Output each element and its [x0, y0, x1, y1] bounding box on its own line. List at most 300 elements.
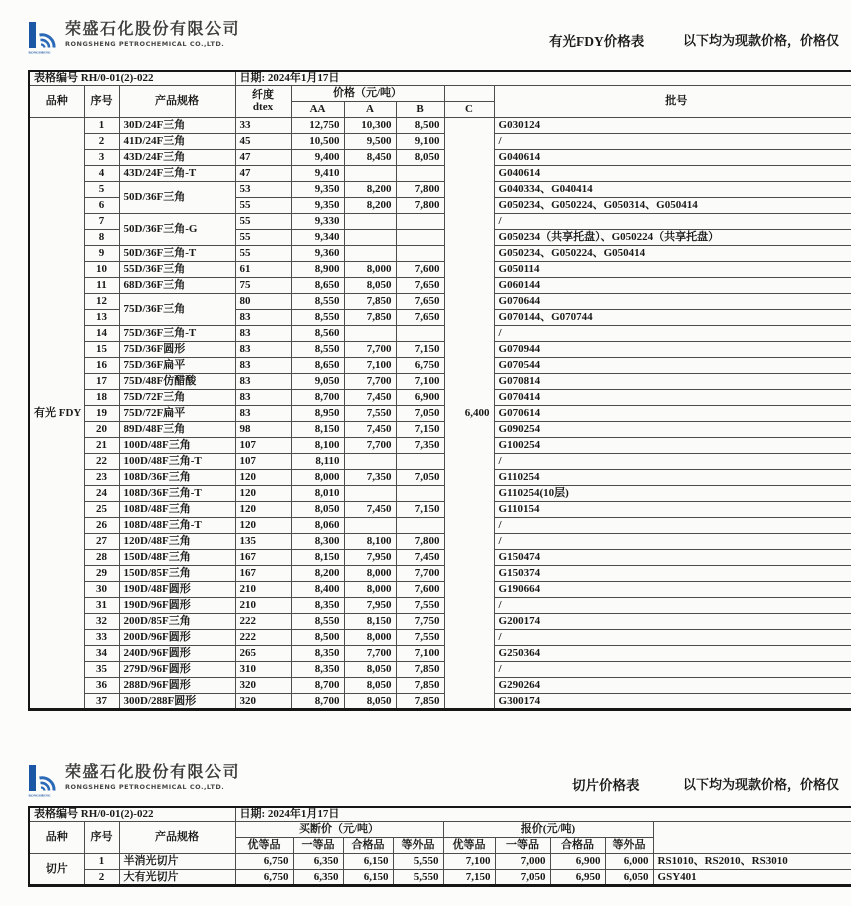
cell-batch: G040614: [494, 150, 851, 166]
fdy-row-35: [29, 662, 851, 678]
cell-batch: G040614: [494, 166, 851, 182]
cell-price-a: [344, 326, 396, 342]
fdy-row-33: [29, 630, 851, 646]
cell-dtex: 98: [235, 422, 291, 438]
cell-price-b: 6,900: [396, 390, 444, 406]
col-grade-c: C: [444, 102, 494, 118]
col-buy-grade-2: 一等品: [293, 838, 343, 854]
fdy-row-14: [29, 326, 851, 342]
col-chip-batch-spacer: [653, 822, 851, 854]
chip-cash-price-notice: 以下均为现款价格，价格仅: [683, 777, 840, 792]
cell-no: 14: [84, 326, 119, 342]
cell-spec: 55D/36F三角: [119, 262, 235, 278]
cell-quote-4: 6,050: [605, 870, 653, 886]
cell-spec: 279D/96F圆形: [119, 662, 235, 678]
cell-batch: GSY401: [653, 870, 851, 886]
cell-dtex: 167: [235, 550, 291, 566]
cell-no: 12: [84, 294, 119, 310]
cell-spec: 50D/36F三角-G: [119, 214, 235, 246]
fdy-row-27: [29, 534, 851, 550]
company-header-fdy: [28, 20, 240, 56]
cell-no: 22: [84, 454, 119, 470]
col-grade-aa: AA: [291, 102, 344, 118]
cell-price-a: 7,700: [344, 342, 396, 358]
cell-price-a: 7,850: [344, 310, 396, 326]
fdy-row-4: [29, 166, 851, 182]
cell-batch: G040334、G040414: [494, 182, 851, 198]
cell-spec: 43D/24F三角-T: [119, 166, 235, 182]
cell-price-a: 8,150: [344, 614, 396, 630]
cell-no: 32: [84, 614, 119, 630]
cell-dtex: 210: [235, 598, 291, 614]
cell-batch: G190664: [494, 582, 851, 598]
cell-price-b: [396, 486, 444, 502]
cell-spec: 300D/288F圆形: [119, 694, 235, 710]
cell-batch: G050234（共享托盘）、G050224（共享托盘）: [494, 230, 851, 246]
cell-no: 2: [84, 134, 119, 150]
cell-dtex: 53: [235, 182, 291, 198]
cell-no: 24: [84, 486, 119, 502]
col-buyout-group: 买断价（元/吨）: [235, 822, 443, 838]
cell-price-a: [344, 230, 396, 246]
cell-price-a: 7,700: [344, 374, 396, 390]
cell-price-a: 7,450: [344, 502, 396, 518]
cell-buyout-4: 5,550: [393, 854, 443, 870]
cell-no: 28: [84, 550, 119, 566]
fdy-row-25: [29, 502, 851, 518]
cell-no: 7: [84, 214, 119, 230]
cell-dtex: 222: [235, 630, 291, 646]
cell-dtex: 55: [235, 214, 291, 230]
cell-price-b: [396, 230, 444, 246]
cell-spec: 100D/48F三角: [119, 438, 235, 454]
variety-cell: 有光 FDY: [29, 118, 84, 710]
cell-no: 36: [84, 678, 119, 694]
cell-price-a: 7,850: [344, 294, 396, 310]
cell-price-a: 8,200: [344, 182, 396, 198]
cell-price-b: 7,800: [396, 198, 444, 214]
fdy-row-37: [29, 694, 851, 710]
cell-dtex: 45: [235, 134, 291, 150]
chip-table-body: [29, 854, 851, 886]
cell-spec: 75D/36F扁平: [119, 358, 235, 374]
cell-price-a: [344, 246, 396, 262]
cell-price-aa: 8,350: [291, 662, 344, 678]
cell-quote-2: 7,050: [495, 870, 550, 886]
col-price-group: 价格（元/吨）: [291, 86, 444, 102]
cell-price-aa: 9,330: [291, 214, 344, 230]
cell-spec: 30D/24F三角: [119, 118, 235, 134]
cell-spec: 75D/48F仿醋酸: [119, 374, 235, 390]
cell-dtex: 80: [235, 294, 291, 310]
cell-spec: 200D/96F圆形: [119, 630, 235, 646]
cell-batch: G200174: [494, 614, 851, 630]
cell-price-aa: 9,360: [291, 246, 344, 262]
cell-price-b: 8,050: [396, 150, 444, 166]
fdy-date: 日期: 2024年1月17日: [235, 71, 851, 86]
cell-price-b: 7,550: [396, 630, 444, 646]
cell-no: 18: [84, 390, 119, 406]
cell-dtex: 120: [235, 518, 291, 534]
cell-batch: /: [494, 214, 851, 230]
cell-batch: G150374: [494, 566, 851, 582]
cell-batch: /: [494, 630, 851, 646]
cell-no: 35: [84, 662, 119, 678]
col-quote-grade-3: 合格品: [550, 838, 605, 854]
cell-price-aa: 8,550: [291, 342, 344, 358]
cell-price-aa: 8,110: [291, 454, 344, 470]
fdy-row-26: [29, 518, 851, 534]
cell-price-aa: 8,650: [291, 358, 344, 374]
cell-dtex: 107: [235, 454, 291, 470]
cell-batch: RS1010、RS2010、RS3010: [653, 854, 851, 870]
cell-batch: G070544: [494, 358, 851, 374]
cell-spec: 75D/36F圆形: [119, 342, 235, 358]
fdy-row-30: [29, 582, 851, 598]
cell-dtex: 210: [235, 582, 291, 598]
cell-no: 10: [84, 262, 119, 278]
cell-price-a: 7,450: [344, 390, 396, 406]
fdy-row-31: [29, 598, 851, 614]
cell-no: 29: [84, 566, 119, 582]
cell-price-b: 7,100: [396, 646, 444, 662]
cell-price-a: 7,950: [344, 550, 396, 566]
cell-batch: G290264: [494, 678, 851, 694]
col-quote-grade-4: 等外品: [605, 838, 653, 854]
cell-price-aa: 8,350: [291, 598, 344, 614]
cell-price-b: 7,850: [396, 678, 444, 694]
cell-spec: 100D/48F三角-T: [119, 454, 235, 470]
cell-price-b: [396, 518, 444, 534]
cell-price-b: 7,350: [396, 438, 444, 454]
cell-price-b: 7,100: [396, 374, 444, 390]
cell-price-aa: 9,350: [291, 198, 344, 214]
cell-quote-3: 6,950: [550, 870, 605, 886]
fdy-row-15: [29, 342, 851, 358]
cell-dtex: 83: [235, 326, 291, 342]
col-grade-b: B: [396, 102, 444, 118]
cell-dtex: 55: [235, 198, 291, 214]
cell-spec: 75D/36F三角-T: [119, 326, 235, 342]
cell-price-aa: 8,350: [291, 646, 344, 662]
cell-price-a: 8,000: [344, 582, 396, 598]
cell-spec: 50D/36F三角: [119, 182, 235, 214]
cell-price-a: [344, 486, 396, 502]
cell-price-b: 7,150: [396, 502, 444, 518]
col-quote-grade-1: 优等品: [443, 838, 495, 854]
fdy-row-34: [29, 646, 851, 662]
cell-price-a: 8,050: [344, 694, 396, 710]
cell-price-aa: 9,050: [291, 374, 344, 390]
cell-spec: 75D/36F三角: [119, 294, 235, 326]
cell-price-aa: 8,560: [291, 326, 344, 342]
fdy-row-16: [29, 358, 851, 374]
cell-dtex: 55: [235, 246, 291, 262]
cell-price-b: 7,850: [396, 662, 444, 678]
cell-price-a: 8,450: [344, 150, 396, 166]
cell-no: 20: [84, 422, 119, 438]
cell-price-aa: 8,060: [291, 518, 344, 534]
cell-dtex: 120: [235, 486, 291, 502]
cell-no: 13: [84, 310, 119, 326]
col-c-spacer: [444, 86, 494, 102]
col-batch: 批号: [494, 86, 851, 118]
fdy-meta-row: [29, 71, 851, 86]
cell-dtex: 265: [235, 646, 291, 662]
cell-spec: 200D/85F三角: [119, 614, 235, 630]
cell-dtex: 47: [235, 150, 291, 166]
cell-no: 1: [84, 118, 119, 134]
cell-price-aa: 8,000: [291, 470, 344, 486]
cell-price-b: 7,550: [396, 598, 444, 614]
cell-price-aa: 8,550: [291, 310, 344, 326]
cell-quote-1: 7,150: [443, 870, 495, 886]
fdy-row-32: [29, 614, 851, 630]
fdy-row-24: [29, 486, 851, 502]
cell-spec: 43D/24F三角: [119, 150, 235, 166]
cell-buyout-4: 5,550: [393, 870, 443, 886]
cell-no: 21: [84, 438, 119, 454]
fdy-row-17: [29, 374, 851, 390]
fdy-row-21: [29, 438, 851, 454]
cell-dtex: 310: [235, 662, 291, 678]
cell-buyout-2: 6,350: [293, 854, 343, 870]
cell-dtex: 83: [235, 310, 291, 326]
cell-batch: /: [494, 454, 851, 470]
cell-batch: G050114: [494, 262, 851, 278]
cell-price-b: 7,150: [396, 422, 444, 438]
cell-no: 30: [84, 582, 119, 598]
cell-spec: 半消光切片: [119, 854, 235, 870]
cell-batch: G090254: [494, 422, 851, 438]
col-grade-a: A: [344, 102, 396, 118]
fdy-row-29: [29, 566, 851, 582]
cell-dtex: 83: [235, 342, 291, 358]
cell-spec: 108D/48F三角: [119, 502, 235, 518]
cell-price-b: 7,700: [396, 566, 444, 582]
cell-price-b: 7,150: [396, 342, 444, 358]
fdy-row-7: [29, 214, 851, 230]
cell-batch: /: [494, 598, 851, 614]
cell-price-a: 7,950: [344, 598, 396, 614]
logo-caption: RONGSHENG: [28, 793, 51, 798]
fdy-row-20: [29, 422, 851, 438]
cell-price-b: [396, 326, 444, 342]
cell-dtex: 167: [235, 566, 291, 582]
chip-meta-row: [29, 807, 851, 822]
cell-dtex: 83: [235, 358, 291, 374]
cell-no: 37: [84, 694, 119, 710]
cell-price-a: [344, 518, 396, 534]
cell-price-a: 8,000: [344, 630, 396, 646]
col-quote-group: 报价(元/吨): [443, 822, 653, 838]
cell-price-aa: 8,950: [291, 406, 344, 422]
cell-spec: 108D/36F三角-T: [119, 486, 235, 502]
company-header-chip: [28, 763, 240, 799]
cell-price-a: 7,700: [344, 438, 396, 454]
cell-spec: 75D/72F扁平: [119, 406, 235, 422]
cell-dtex: 83: [235, 406, 291, 422]
cell-price-b: 7,650: [396, 278, 444, 294]
cell-spec: 50D/36F三角-T: [119, 246, 235, 262]
fdy-row-19: [29, 406, 851, 422]
col-buy-grade-4: 等外品: [393, 838, 443, 854]
chip-header-row-1: [29, 822, 851, 838]
cell-price-a: 7,100: [344, 358, 396, 374]
company-name-en: RONGSHENG PETROCHEMICAL CO.,LTD.: [65, 782, 225, 791]
company-logo-icon: [28, 763, 58, 799]
cell-price-b: 7,600: [396, 262, 444, 278]
cell-price-a: 8,100: [344, 534, 396, 550]
cell-price-b: 7,850: [396, 694, 444, 710]
cell-no: 9: [84, 246, 119, 262]
col-variety: 品种: [29, 822, 84, 854]
fdy-row-23: [29, 470, 851, 486]
cell-price-b: 7,800: [396, 182, 444, 198]
cell-dtex: 120: [235, 470, 291, 486]
cell-price-a: 8,000: [344, 566, 396, 582]
cell-price-b: 7,750: [396, 614, 444, 630]
cell-no: 31: [84, 598, 119, 614]
cell-price-aa: 8,650: [291, 278, 344, 294]
cell-price-b: 8,500: [396, 118, 444, 134]
cell-no: 23: [84, 470, 119, 486]
cell-batch: G030124: [494, 118, 851, 134]
fdy-cash-price-notice: 以下均为现款价格，价格仅: [683, 33, 840, 48]
cell-buyout-3: 6,150: [343, 870, 393, 886]
chip-row-2: [29, 870, 851, 886]
cell-buyout-1: 6,750: [235, 854, 293, 870]
fdy-row-10: [29, 262, 851, 278]
cell-spec: 大有光切片: [119, 870, 235, 886]
fdy-price-table: [28, 70, 851, 711]
cell-price-a: 8,050: [344, 278, 396, 294]
cell-no: 25: [84, 502, 119, 518]
cell-dtex: 107: [235, 438, 291, 454]
cell-batch: G150474: [494, 550, 851, 566]
cell-no: 16: [84, 358, 119, 374]
fdy-row-22: [29, 454, 851, 470]
cell-buyout-3: 6,150: [343, 854, 393, 870]
fdy-row-36: [29, 678, 851, 694]
fdy-row-12: [29, 294, 851, 310]
fdy-form-number: 表格编号 RH/0-01(2)-022: [29, 71, 235, 86]
cell-price-aa: 8,700: [291, 390, 344, 406]
cell-price-a: 7,450: [344, 422, 396, 438]
company-name-block: [65, 763, 240, 791]
cell-spec: 75D/72F三角: [119, 390, 235, 406]
cell-price-b: 7,650: [396, 294, 444, 310]
cell-batch: G110254(10层): [494, 486, 851, 502]
cell-no: 17: [84, 374, 119, 390]
cell-batch: /: [494, 534, 851, 550]
cell-price-a: [344, 166, 396, 182]
chip-form-number: 表格编号 RH/0-01(2)-022: [29, 807, 235, 822]
fdy-row-1: [29, 118, 851, 134]
cell-quote-4: 6,000: [605, 854, 653, 870]
cell-dtex: 222: [235, 614, 291, 630]
cell-dtex: 320: [235, 694, 291, 710]
company-logo-icon: [28, 20, 58, 56]
cell-no: 3: [84, 150, 119, 166]
cell-batch: G070814: [494, 374, 851, 390]
cell-price-aa: 8,550: [291, 294, 344, 310]
cell-batch: G050234、G050224、G050414: [494, 246, 851, 262]
cell-batch: G070144、G070744: [494, 310, 851, 326]
fdy-table-body: [29, 118, 851, 710]
col-no: 序号: [84, 822, 119, 854]
col-buy-grade-1: 优等品: [235, 838, 293, 854]
cell-price-a: [344, 214, 396, 230]
cell-price-a: 8,050: [344, 678, 396, 694]
cell-spec: 240D/96F圆形: [119, 646, 235, 662]
col-variety: 品种: [29, 86, 84, 118]
company-name-cn: 荣盛石化股份有限公司: [65, 19, 241, 38]
cell-no: 26: [84, 518, 119, 534]
cell-spec: 190D/48F圆形: [119, 582, 235, 598]
cell-spec: 288D/96F圆形: [119, 678, 235, 694]
cell-dtex: 320: [235, 678, 291, 694]
cell-price-a: 10,300: [344, 118, 396, 134]
cell-spec: 89D/48F三角: [119, 422, 235, 438]
cell-price-a: [344, 454, 396, 470]
cell-batch: G060144: [494, 278, 851, 294]
cell-price-b: 7,450: [396, 550, 444, 566]
cell-no: 6: [84, 198, 119, 214]
cell-price-b: [396, 246, 444, 262]
cell-no: 5: [84, 182, 119, 198]
cell-spec: 41D/24F三角: [119, 134, 235, 150]
cell-batch: G100254: [494, 438, 851, 454]
cell-price-aa: 8,700: [291, 678, 344, 694]
cell-price-a: 7,550: [344, 406, 396, 422]
cell-price-a: 8,200: [344, 198, 396, 214]
chip-date: 日期: 2024年1月17日: [235, 807, 851, 822]
logo-caption: RONGSHENG: [28, 50, 51, 55]
cell-price-b: [396, 166, 444, 182]
fdy-row-5: [29, 182, 851, 198]
fdy-row-3: [29, 150, 851, 166]
cell-dtex: 55: [235, 230, 291, 246]
variety-cell: 切片: [29, 854, 84, 886]
cell-price-b: 7,050: [396, 470, 444, 486]
cell-price-aa: 8,200: [291, 566, 344, 582]
cell-batch: G050234、G050224、G050314、G050414: [494, 198, 851, 214]
fdy-header-row-1: [29, 86, 851, 102]
fdy-table-title: 有光FDY价格表: [549, 34, 645, 49]
company-name-block: [65, 20, 240, 48]
fdy-row-11: [29, 278, 851, 294]
cell-batch: G250364: [494, 646, 851, 662]
col-quote-grade-2: 一等品: [495, 838, 550, 854]
cell-no: 19: [84, 406, 119, 422]
cell-batch: /: [494, 662, 851, 678]
cell-buyout-1: 6,750: [235, 870, 293, 886]
cell-batch: G110254: [494, 470, 851, 486]
cell-price-aa: 8,500: [291, 630, 344, 646]
cell-price-a: 8,000: [344, 262, 396, 278]
company-name-en: RONGSHENG PETROCHEMICAL CO.,LTD.: [65, 39, 225, 48]
cell-price-aa: 8,150: [291, 422, 344, 438]
col-dtex: 纤度 dtex: [235, 86, 291, 118]
cell-batch: /: [494, 518, 851, 534]
cell-quote-3: 6,900: [550, 854, 605, 870]
cell-price-aa: 8,010: [291, 486, 344, 502]
fdy-row-18: [29, 390, 851, 406]
col-spec: 产品规格: [119, 86, 235, 118]
chip-row-1: [29, 854, 851, 870]
cell-price-aa: 8,050: [291, 502, 344, 518]
